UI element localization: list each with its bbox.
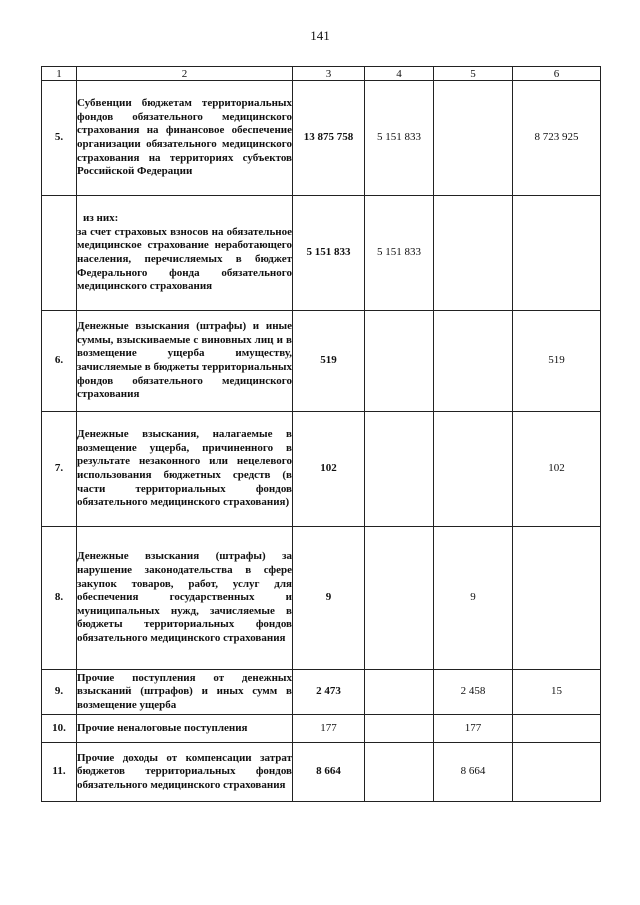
row-number: 10. xyxy=(42,715,77,743)
row-number: 8. xyxy=(42,527,77,670)
column-4-value xyxy=(365,311,434,412)
column-header: 3 xyxy=(293,67,365,81)
column-5-value: 2 458 xyxy=(434,670,513,715)
table-row xyxy=(42,196,601,311)
column-4-value xyxy=(365,715,434,743)
table-row xyxy=(42,715,601,743)
total-value: 13 875 758 xyxy=(293,81,365,196)
column-header: 5 xyxy=(434,67,513,81)
table-header-row xyxy=(42,67,601,81)
column-5-value xyxy=(434,412,513,527)
row-name: Прочие поступления от денежных взысканий (штрафов) и иных сумм в возмещение ущерба xyxy=(77,670,293,715)
table-row xyxy=(42,311,601,412)
total-value: 2 473 xyxy=(293,670,365,715)
total-value: 177 xyxy=(293,715,365,743)
column-5-value xyxy=(434,311,513,412)
table-row xyxy=(42,81,601,196)
column-header: 6 xyxy=(513,67,601,81)
row-name: Денежные взыскания (штрафы) и иные суммы, взыскиваемые с виновных лиц и в возмещение ущерба имуществу, зачисляемые в бюджеты территориальных фондов обязательного медицинского страхования xyxy=(77,311,293,412)
column-header: 2 xyxy=(77,67,293,81)
row-name: Прочие неналоговые поступления xyxy=(77,715,293,743)
column-5-value: 9 xyxy=(434,527,513,670)
table-row xyxy=(42,412,601,527)
page-number: 141 xyxy=(310,28,330,43)
row-number: 7. xyxy=(42,412,77,527)
row-number: 6. xyxy=(42,311,77,412)
row-number: 9. xyxy=(42,670,77,715)
row-name: Прочие доходы от компенсации затрат бюджетов территориальных фондов обязательного медицинского страхования xyxy=(77,743,293,802)
table-row xyxy=(42,527,601,670)
table-row xyxy=(42,743,601,802)
column-header: 1 xyxy=(42,67,77,81)
table-row xyxy=(42,670,601,715)
row-name xyxy=(77,196,293,311)
row-name: Субвенции бюджетам территориальных фондов обязательного медицинского страхования на финансовое обеспечение организации обязательного медицинского страхования на территориях субъектов Российской Федерации xyxy=(77,81,293,196)
column-6-value xyxy=(513,715,601,743)
total-value: 5 151 833 xyxy=(293,196,365,311)
total-value: 102 xyxy=(293,412,365,527)
column-4-value: 5 151 833 xyxy=(365,81,434,196)
column-6-value: 519 xyxy=(513,311,601,412)
column-5-value: 177 xyxy=(434,715,513,743)
column-4-value xyxy=(365,743,434,802)
row-name: Денежные взыскания (штрафы) за нарушение законодательства в сфере закупок товаров, работ, услуг для обеспечения государственных и муниципальных нужд, зачисляемые в бюджеты территориальных фондов обязательного медицинского страхования xyxy=(77,527,293,670)
column-6-value xyxy=(513,196,601,311)
column-5-value xyxy=(434,81,513,196)
row-number xyxy=(42,196,77,311)
row-name: Денежные взыскания, налагаемые в возмещение ущерба, причиненного в результате незаконного или нецелевого использования бюджетных средств (в части территориальных фондов обязательного медицинского страхования) xyxy=(77,412,293,527)
column-6-value xyxy=(513,743,601,802)
column-6-value: 15 xyxy=(513,670,601,715)
revenue-table xyxy=(41,66,601,802)
row-name-prefix: из них: xyxy=(83,212,119,225)
column-5-value xyxy=(434,196,513,311)
total-value: 519 xyxy=(293,311,365,412)
row-name-text: за счет страховых взносов на обязательное медицинское страхование неработающего населения, перечисляемых в бюджет Федерального фонда обязательного медицинского страхования xyxy=(77,225,292,293)
column-5-value: 8 664 xyxy=(434,743,513,802)
total-value: 9 xyxy=(293,527,365,670)
row-number: 5. xyxy=(42,81,77,196)
column-6-value: 102 xyxy=(513,412,601,527)
column-4-value xyxy=(365,412,434,527)
column-4-value xyxy=(365,670,434,715)
row-number: 11. xyxy=(42,743,77,802)
total-value: 8 664 xyxy=(293,743,365,802)
column-4-value: 5 151 833 xyxy=(365,196,434,311)
column-4-value xyxy=(365,527,434,670)
column-6-value: 8 723 925 xyxy=(513,81,601,196)
column-6-value xyxy=(513,527,601,670)
column-header: 4 xyxy=(365,67,434,81)
